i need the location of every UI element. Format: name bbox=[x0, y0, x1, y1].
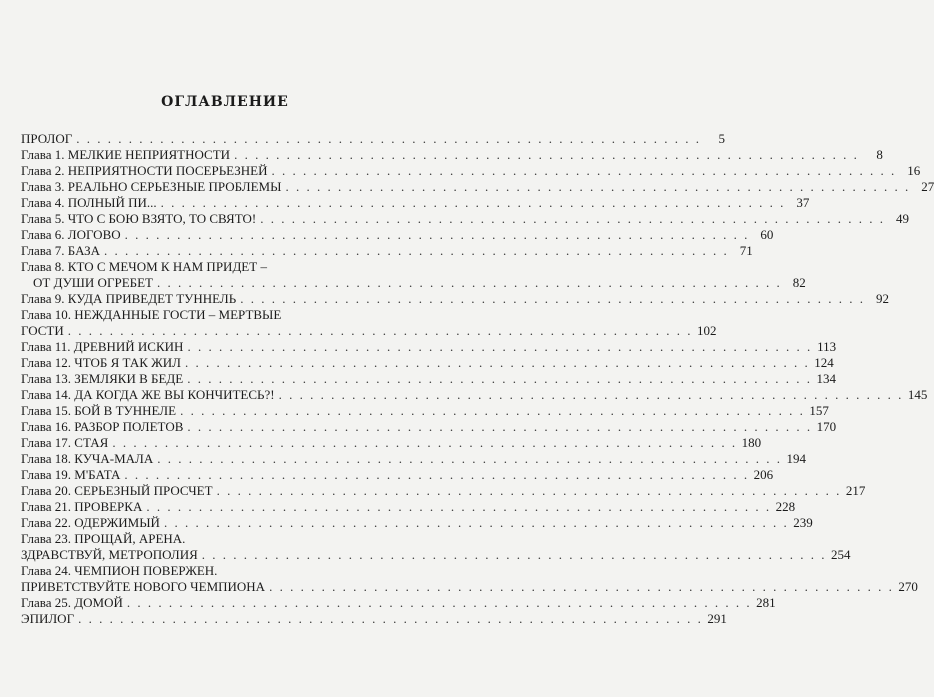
toc-entry bbox=[21, 419, 837, 435]
toc-entry bbox=[21, 387, 928, 403]
toc-entry-title: Глава 8. КТО С МЕЧОМ К НАМ ПРИДЕТ – bbox=[21, 259, 267, 274]
toc-leader-dots: . . . . . . . . . . . . . . . . . . . . . . . . . . . . . . . . . . . . . . . . . . . . . . . . . . . . . . . . . . . . bbox=[104, 243, 729, 258]
toc-entry-title: Глава 19. М'БАТА bbox=[21, 467, 121, 482]
toc-page-number: 281 bbox=[756, 595, 776, 610]
toc-entry bbox=[21, 147, 883, 163]
toc-leader-dots: . . . . . . . . . . . . . . . . . . . . . . . . . . . . . . . . . . . . . . . . . . . . . . . . . . . . . . . . . . . . bbox=[126, 595, 752, 610]
toc-leader-dots bbox=[221, 563, 364, 579]
toc-entry-title: Глава 1. МЕЛКИЕ НЕПРИЯТНОСТИ bbox=[21, 147, 231, 162]
toc-leader-dots: . . . . . . . . . . . . . . . . . . . . . . . . . . . . . . . . . . . . . . . . . . . . . . . . . . . . . . . . . . . . bbox=[285, 179, 911, 194]
toc-leader-dots: . . . . . . . . . . . . . . . . . . . . . . . . . . . . . . . . . . . . . . . . . . . . . . . . . . . . . . . . . . . . bbox=[156, 275, 782, 290]
toc-page-number: 82 bbox=[792, 275, 806, 290]
toc-page-number: 291 bbox=[707, 611, 727, 626]
toc-entry bbox=[21, 483, 866, 499]
toc-entry-title: ЭПИЛОГ bbox=[21, 611, 75, 626]
toc-leader-dots: . . . . . . . . . . . . . . . . . . . . . . . . . . . . . . . . . . . . . . . . . . . . . . . . . . . . . . . . . . . . bbox=[187, 339, 813, 354]
toc-entry-title: Глава 25. ДОМОЙ bbox=[21, 595, 123, 610]
toc-page-number: 49 bbox=[895, 211, 909, 226]
toc-entry bbox=[21, 611, 727, 627]
toc-entry bbox=[21, 595, 776, 611]
toc-leader-dots: . . . . . . . . . . . . . . . . . . . . . . . . . . . . . . . . . . . . . . . . . . . . . . . . . . . . . . . . . . . . bbox=[201, 547, 827, 562]
toc-leader-dots: . . . . . . . . . . . . . . . . . . . . . . . . . . . . . . . . . . . . . . . . . . . . . . . . . . . . . . . . . . . . bbox=[187, 419, 813, 434]
toc-page-number: 8 bbox=[876, 147, 883, 162]
toc-page-number: 16 bbox=[907, 163, 921, 178]
toc-leader-dots: . . . . . . . . . . . . . . . . . . . . . . . . . . . . . . . . . . . . . . . . . . . . . . . . . . . . . . . . . . . . bbox=[160, 195, 786, 210]
toc-page-number: 206 bbox=[753, 467, 774, 482]
toc-leader-dots: . . . . . . . . . . . . . . . . . . . . . . . . . . . . . . . . . . . . . . . . . . . . . . . . . . . . . . . . . . . . bbox=[216, 483, 842, 498]
toc-entry-title: Глава 23. ПРОЩАЙ, АРЕНА. bbox=[21, 531, 186, 546]
toc-page-number: 145 bbox=[907, 387, 928, 402]
toc-leader-dots: . . . . . . . . . . . . . . . . . . . . . . . . . . . . . . . . . . . . . . . . . . . . . . . . . . . . . . . . . . . . bbox=[278, 387, 904, 402]
toc-entry-title: Глава 21. ПРОВЕРКА bbox=[21, 499, 143, 514]
toc-entry-title: ГОСТИ bbox=[21, 323, 64, 338]
toc-leader-dots: . . . . . . . . . . . . . . . . . . . . . . . . . . . . . . . . . . . . . . . . . . . . . . . . . . . . . . . . . . . . bbox=[124, 467, 750, 482]
toc-page-number bbox=[368, 563, 388, 579]
toc-entry bbox=[21, 563, 388, 579]
toc-entry-title: ПРОЛОГ bbox=[21, 131, 73, 146]
table-of-contents bbox=[21, 131, 934, 627]
toc-page-number: 102 bbox=[697, 323, 717, 338]
toc-page-number: 92 bbox=[875, 291, 889, 306]
toc-entry bbox=[21, 307, 388, 323]
toc-entry-title: Глава 5. ЧТО С БОЮ ВЗЯТО, ТО СВЯТО! bbox=[21, 211, 257, 226]
toc-entry bbox=[21, 163, 921, 179]
toc-page-number: 60 bbox=[760, 227, 774, 242]
toc-entry bbox=[21, 131, 725, 147]
toc-entry-title: Глава 12. ЧТОБ Я ТАК ЖИЛ bbox=[21, 355, 181, 370]
toc-entry-title: Глава 4. ПОЛНЫЙ ПИ... bbox=[21, 195, 157, 210]
toc-leader-dots: . . . . . . . . . . . . . . . . . . . . . . . . . . . . . . . . . . . . . . . . . . . . . . . . . . . . . . . . . . . . bbox=[146, 499, 772, 514]
toc-leader-dots: . . . . . . . . . . . . . . . . . . . . . . . . . . . . . . . . . . . . . . . . . . . . . . . . . . . . . . . . . . . . bbox=[112, 435, 738, 450]
toc-page-number: 124 bbox=[814, 355, 834, 370]
toc-entry-title: ЗДРАВСТВУЙ, МЕТРОПОЛИЯ bbox=[21, 547, 198, 562]
toc-leader-dots bbox=[285, 307, 364, 323]
toc-leader-dots: . . . . . . . . . . . . . . . . . . . . . . . . . . . . . . . . . . . . . . . . . . . . . . . . . . . . . . . . . . . . bbox=[240, 291, 865, 306]
toc-entry-title: Глава 6. ЛОГОВО bbox=[21, 227, 121, 242]
toc-entry-title: Глава 24. ЧЕМПИОН ПОВЕРЖЕН. bbox=[21, 563, 218, 578]
toc-entry-title: Глава 15. БОЙ В ТУННЕЛЕ bbox=[21, 403, 177, 418]
toc-page-number: 180 bbox=[741, 435, 762, 450]
toc-entry bbox=[21, 211, 909, 227]
toc-page-number: 27 bbox=[921, 179, 934, 194]
toc-leader-dots: . . . . . . . . . . . . . . . . . . . . . . . . . . . . . . . . . . . . . . . . . . . . . . . . . . . . . . . . . . . . bbox=[157, 451, 782, 466]
toc-entry-title: ОТ ДУШИ ОГРЕБЕТ bbox=[33, 275, 153, 290]
toc-page-number: 194 bbox=[786, 451, 806, 466]
toc-page-number: 71 bbox=[739, 243, 753, 258]
toc-page-number: 170 bbox=[816, 419, 837, 434]
toc-leader-dots: . . . . . . . . . . . . . . . . . . . . . . . . . . . . . . . . . . . . . . . . . . . . . . . . . . . . . . . . . . . . bbox=[180, 403, 805, 418]
toc-entry-title: Глава 18. КУЧА-МАЛА bbox=[21, 451, 154, 466]
toc-entry-title: Глава 7. БАЗА bbox=[21, 243, 101, 258]
toc-page-number: 37 bbox=[796, 195, 810, 210]
toc-leader-dots: . . . . . . . . . . . . . . . . . . . . . . . . . . . . . . . . . . . . . . . . . . . . . . . . . . . . . . . . . . . . bbox=[163, 515, 789, 530]
toc-leader-dots: . . . . . . . . . . . . . . . . . . . . . . . . . . . . . . . . . . . . . . . . . . . . . . . . . . . . . . . . . . . . bbox=[187, 371, 812, 386]
toc-entry bbox=[21, 291, 889, 307]
toc-page-number: 113 bbox=[817, 339, 837, 354]
toc-leader-dots bbox=[271, 259, 364, 275]
toc-title: ОГЛАВЛЕНИЕ bbox=[161, 94, 289, 110]
toc-page-number: 239 bbox=[793, 515, 813, 530]
toc-entry-title: Глава 14. ДА КОГДА ЖЕ ВЫ КОНЧИТЕСЬ?! bbox=[21, 387, 275, 402]
toc-leader-dots: . . . . . . . . . . . . . . . . . . . . . . . . . . . . . . . . . . . . . . . . . . . . . . . . . . . . . . . . . . . . bbox=[124, 227, 750, 242]
toc-leader-dots: . . . . . . . . . . . . . . . . . . . . . . . . . . . . . . . . . . . . . . . . . . . . . . . . . . . . . . . . . . . . bbox=[78, 611, 703, 626]
toc-page-number bbox=[368, 307, 388, 323]
toc-page-number: 157 bbox=[809, 403, 829, 418]
toc-entry-title: ПРИВЕТСТВУЙТЕ НОВОГО ЧЕМПИОНА bbox=[21, 579, 266, 594]
toc-entry-title: Глава 22. ОДЕРЖИМЫЙ bbox=[21, 515, 160, 530]
toc-page-number bbox=[368, 259, 388, 275]
toc-entry bbox=[21, 243, 753, 259]
toc-entry bbox=[21, 499, 796, 515]
toc-leader-dots bbox=[189, 531, 364, 547]
toc-page-number: 5 bbox=[718, 131, 725, 146]
toc-entry bbox=[21, 323, 717, 339]
toc-entry-title: Глава 9. КУДА ПРИВЕДЕТ ТУННЕЛЬ bbox=[21, 291, 237, 306]
toc-entry-title: Глава 20. СЕРЬЕЗНЫЙ ПРОСЧЕТ bbox=[21, 483, 213, 498]
toc-entry bbox=[21, 179, 934, 195]
toc-entry-title: Глава 17. СТАЯ bbox=[21, 435, 109, 450]
toc-entry bbox=[21, 403, 829, 419]
toc-leader-dots: . . . . . . . . . . . . . . . . . . . . . . . . . . . . . . . . . . . . . . . . . . . . . . . . . . . . . . . . . . . . bbox=[271, 163, 897, 178]
toc-page-number: 270 bbox=[898, 579, 918, 594]
toc-entry bbox=[21, 227, 774, 243]
toc-entry-title: Глава 10. НЕЖДАННЫЕ ГОСТИ – МЕРТВЫЕ bbox=[21, 307, 282, 322]
toc-leader-dots: . . . . . . . . . . . . . . . . . . . . . . . . . . . . . . . . . . . . . . . . . . . . . . . . . . . . . . . . . . . . bbox=[76, 131, 701, 146]
toc-entry bbox=[21, 195, 810, 211]
toc-page-number: 217 bbox=[845, 483, 866, 498]
toc-leader-dots: . . . . . . . . . . . . . . . . . . . . . . . . . . . . . . . . . . . . . . . . . . . . . . . . . . . . . . . . . . . . bbox=[67, 323, 693, 338]
toc-entry bbox=[21, 259, 388, 275]
toc-entry-title: Глава 11. ДРЕВНИЙ ИСКИН bbox=[21, 339, 184, 354]
toc-page-number: 134 bbox=[816, 371, 836, 386]
toc-entry bbox=[21, 275, 806, 291]
toc-entry-title: Глава 3. РЕАЛЬНО СЕРЬЕЗНЫЕ ПРОБЛЕМЫ bbox=[21, 179, 282, 194]
toc-entry bbox=[21, 339, 837, 355]
toc-entry bbox=[21, 547, 851, 563]
toc-page-number: 228 bbox=[775, 499, 796, 514]
toc-leader-dots: . . . . . . . . . . . . . . . . . . . . . . . . . . . . . . . . . . . . . . . . . . . . . . . . . . . . . . . . . . . . bbox=[269, 579, 894, 594]
toc-leader-dots: . . . . . . . . . . . . . . . . . . . . . . . . . . . . . . . . . . . . . . . . . . . . . . . . . . . . . . . . . . . . bbox=[260, 211, 885, 226]
toc-entry bbox=[21, 355, 834, 371]
toc-entry bbox=[21, 435, 762, 451]
toc-entry bbox=[21, 451, 806, 467]
toc-leader-dots: . . . . . . . . . . . . . . . . . . . . . . . . . . . . . . . . . . . . . . . . . . . . . . . . . . . . . . . . . . . . bbox=[234, 147, 859, 162]
toc-entry bbox=[21, 531, 388, 547]
toc-entry bbox=[21, 371, 836, 387]
toc-entry bbox=[21, 515, 813, 531]
toc-entry-title: Глава 2. НЕПРИЯТНОСТИ ПОСЕРЬЕЗНЕЙ bbox=[21, 163, 268, 178]
toc-leader-dots: . . . . . . . . . . . . . . . . . . . . . . . . . . . . . . . . . . . . . . . . . . . . . . . . . . . . . . . . . . . . bbox=[184, 355, 810, 370]
toc-page-number bbox=[368, 531, 388, 547]
toc-entry-title: Глава 13. ЗЕМЛЯКИ В БЕДЕ bbox=[21, 371, 184, 386]
toc-entry bbox=[21, 467, 774, 483]
toc-entry-title: Глава 16. РАЗБОР ПОЛЕТОВ bbox=[21, 419, 184, 434]
toc-page-number: 254 bbox=[831, 547, 851, 562]
toc-entry bbox=[21, 579, 918, 595]
